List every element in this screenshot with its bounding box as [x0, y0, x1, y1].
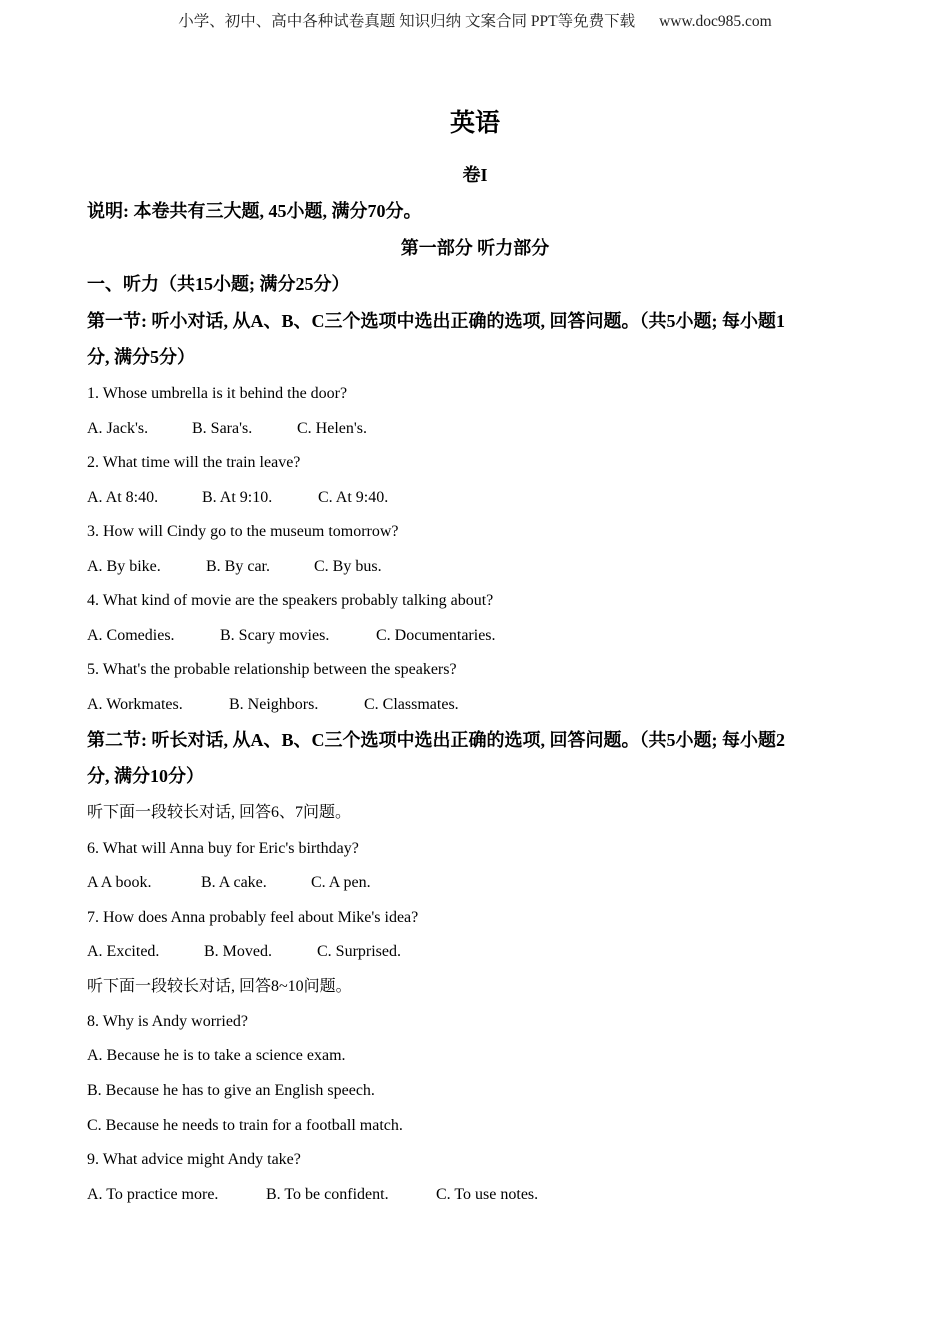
option: B. Scary movies. [220, 627, 330, 644]
option: C. Because he needs to train for a football match. [87, 1117, 403, 1134]
header-site-link[interactable]: www.doc985.com [659, 13, 772, 30]
question-1: 1. Whose umbrella is it behind the door? [87, 385, 348, 402]
option: C. At 9:40. [318, 489, 389, 506]
option: C. By bus. [314, 558, 382, 575]
option: C. Surprised. [317, 943, 401, 960]
option: C. Documentaries. [376, 627, 496, 644]
question-5: 5. What's the probable relationship between the speakers? [87, 661, 457, 678]
option: B. Neighbors. [229, 696, 319, 713]
subsection1-line1: 第一节: 听小对话, 从A、B、C三个选项中选出正确的选项, 回答问题。（共5小题; 每小题1 [87, 311, 785, 331]
option: C. To use notes. [436, 1186, 539, 1203]
page-header [0, 12, 950, 32]
option: B. A cake. [201, 874, 267, 891]
option: C. Classmates. [364, 696, 459, 713]
option: B. By car. [206, 558, 270, 575]
option: B. Because he has to give an English speech. [87, 1082, 375, 1099]
option: A. Workmates. [87, 696, 183, 713]
subsection1-line2: 分, 满分5分） [87, 347, 195, 367]
option: A. Jack's. [87, 420, 149, 437]
option: C. A pen. [311, 874, 371, 891]
listening-note: 听下面一段较长对话, 回答6、7问题。 [87, 804, 352, 821]
subsection2-line2: 分, 满分10分） [87, 766, 204, 786]
question-8: 8. Why is Andy worried? [87, 1013, 249, 1030]
option: A. To practice more. [87, 1186, 219, 1203]
question-2: 2. What time will the train leave? [87, 454, 301, 471]
option: A. Excited. [87, 943, 160, 960]
option: B. At 9:10. [202, 489, 273, 506]
option: B. Sara's. [192, 420, 253, 437]
question-7: 7. How does Anna probably feel about Mike's idea? [87, 909, 419, 926]
option: A A book. [87, 874, 152, 891]
option: A. By bike. [87, 558, 161, 575]
header-text: 小学、初中、高中各种试卷真题 知识归纳 文案合同 PPT等免费下载 [178, 13, 636, 30]
question-4: 4. What kind of movie are the speakers probably talking about? [87, 592, 494, 609]
document-title: 英语 [449, 110, 500, 137]
option: A. Because he is to take a science exam. [87, 1047, 346, 1064]
option: B. Moved. [204, 943, 272, 960]
option: A. At 8:40. [87, 489, 159, 506]
option: A. Comedies. [87, 627, 175, 644]
subsection2-line1: 第二节: 听长对话, 从A、B、C三个选项中选出正确的选项, 回答问题。（共5小题; 每小题2 [87, 730, 785, 750]
instructions: 说明: 本卷共有三大题, 45小题, 满分70分。 [87, 201, 422, 221]
section-heading: 一、听力（共15小题; 满分25分） [87, 274, 350, 294]
question-6: 6. What will Anna buy for Eric's birthday? [87, 840, 359, 857]
listening-note: 听下面一段较长对话, 回答8~10问题。 [87, 978, 352, 995]
option: B. To be confident. [266, 1186, 389, 1203]
volume-heading: 卷I [462, 165, 488, 185]
part-heading: 第一部分 听力部分 [400, 238, 550, 258]
option: C. Helen's. [297, 420, 367, 437]
question-9: 9. What advice might Andy take? [87, 1151, 301, 1168]
question-3: 3. How will Cindy go to the museum tomorrow? [87, 523, 399, 540]
